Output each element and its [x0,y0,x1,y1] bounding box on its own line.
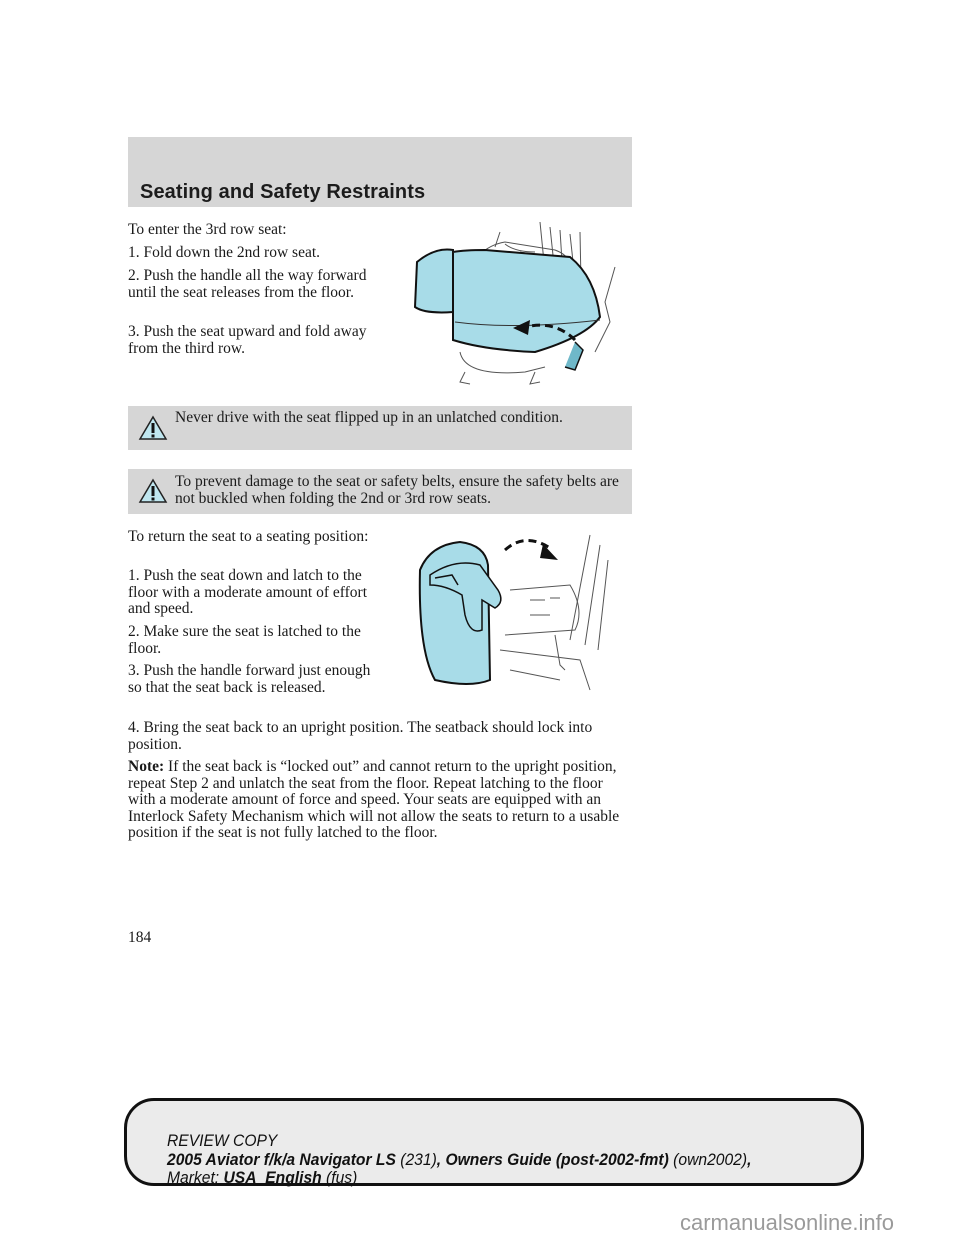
note-label: Note: [128,758,165,775]
warning-box-1 [128,406,632,450]
review-copy-label: REVIEW COPY [167,1131,278,1150]
seat-return-illustration [410,530,610,700]
footer-sep: , [747,1150,752,1169]
warning-text-1: Never drive with the seat flipped up in an unlatched condition. [175,409,563,426]
warning-triangle-icon [138,478,168,504]
return-intro: To return the seat to a seating position: [128,528,369,545]
enter-step-1: 1. Fold down the 2nd row seat. [128,244,321,261]
watermark: carmanualsonline.info [680,1210,895,1235]
return-step-2: 2. Make sure the seat is latched to the floor. [128,623,361,657]
return-step-4: 4. Bring the seat back to an upright position. The seatback should lock into position. [128,719,593,753]
seat-fold-forward-illustration [405,222,630,387]
enter-intro: To enter the 3rd row seat: [128,221,287,238]
warning-text-2: To prevent damage to the seat or safety belts, ensure the safety belts are not buckled when folding the 2nd or 3rd row seats. [175,473,619,507]
enter-step-2: 2. Push the handle all the way forward until the seat releases from the floor. [128,267,367,301]
footer-model: 2005 Aviator f/k/a Navigator LS [167,1150,396,1169]
footer-model-code: (231) [400,1150,437,1169]
review-footer [124,1098,864,1186]
warning-triangle-icon [138,415,168,441]
warning-box-2 [128,469,632,514]
return-step-1: 1. Push the seat down and latch to the floor with a moderate amount of effort and speed. [128,567,368,617]
return-step-3: 3. Push the handle forward just enough so that the seat back is released. [128,662,371,696]
note-text: If the seat back is “locked out” and cannot return to the upright position, repeat Step 2 and unlatch the seat from the floor. Repeat latching to the floor with a moderate amount of force and speed. Your seats are equipped with an Interlock Safety Mechanism which will not allow the seats to return to a usable position if the seat is not fully latched to the floor. [128,758,620,841]
section-title: Seating and Safety Restraints [140,181,426,203]
enter-step-3: 3. Push the seat upward and fold away from the third row. [128,323,367,357]
footer-market-label: Market: [167,1168,224,1187]
footer-market-code: (fus) [326,1168,358,1187]
footer-sep: , [436,1150,446,1169]
footer-market: USA_English [223,1168,322,1187]
footer-document-line [167,1150,751,1170]
section-header-band [128,137,632,207]
footer-guide-code: (own2002) [673,1150,748,1169]
page-number: 184 [128,929,152,946]
footer-market-line [167,1168,357,1188]
note-paragraph [128,759,628,842]
footer-guide: Owners Guide (post-2002-fmt) [445,1150,669,1169]
